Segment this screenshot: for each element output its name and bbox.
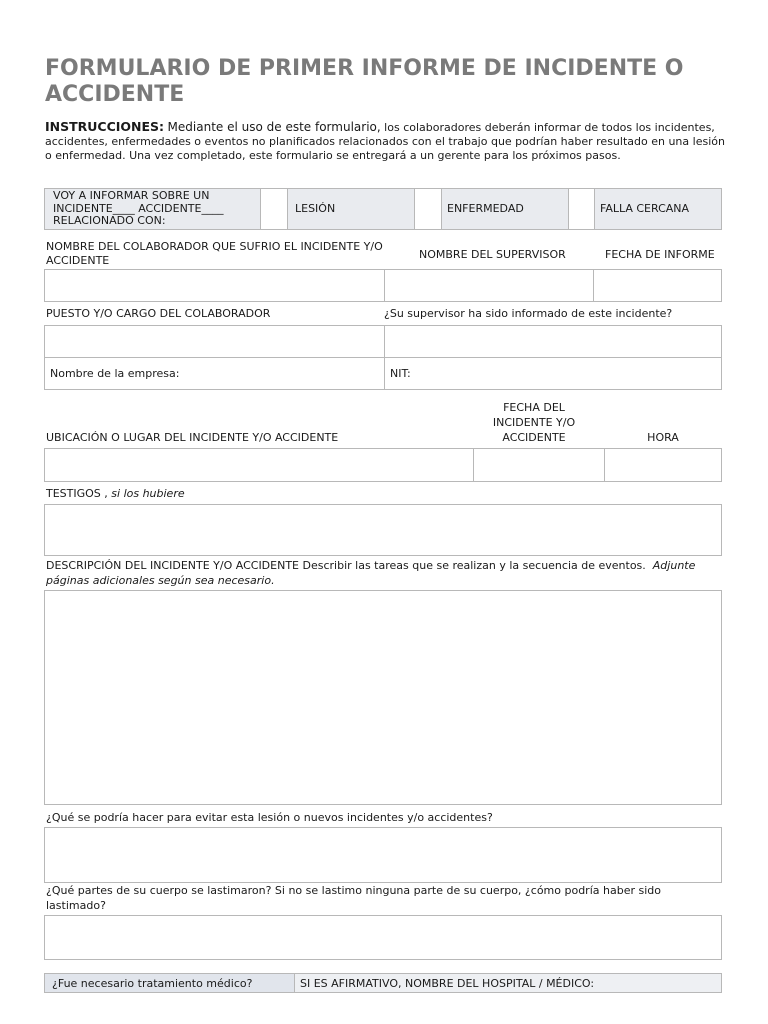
instructions [45,120,725,163]
prevention-label: ¿Qué se podría hacer para evitar esta lesión o nuevos incidentes y/o accidentes? [46,811,493,824]
report-date-label: FECHA DE INFORME [605,248,715,261]
company-name-label: Nombre de la empresa: [50,367,180,380]
medical-treatment-label[interactable] [45,974,295,992]
instructions-lead: INSTRUCCIONES: [45,119,165,134]
company-name-field[interactable] [44,357,385,390]
witnesses-label-text: TESTIGOS , [46,487,108,500]
hospital-field[interactable] [295,974,721,992]
employee-name-label: NOMBRE DEL COLABORADOR QUE SUFRIO EL INCIDENTE Y/O ACCIDENTE [46,240,383,267]
incident-date-label: FECHA DEL INCIDENTE Y/O ACCIDENTE [492,401,576,444]
witnesses-label [46,487,185,501]
description-field[interactable] [44,590,722,805]
injury-checkbox[interactable] [261,189,288,229]
position-field[interactable] [44,325,385,358]
witnesses-note: si los hubiere [111,487,185,500]
supervisor-informed-label: ¿Su supervisor ha sido informado de este incidente? [384,307,673,320]
hospital-label: SI ES AFIRMATIVO, NOMBRE DEL HOSPITAL / MÉDICO: [300,976,595,990]
location-field[interactable] [44,448,474,482]
position-label: PUESTO Y/O CARGO DEL COLABORADOR [46,307,271,320]
illness-option-label: ENFERMEDAD [442,189,569,229]
description-note: Adjunte páginas adicionales según sea necesario. [46,559,696,587]
report-date-field[interactable] [593,269,722,302]
supervisor-informed-field[interactable] [384,325,722,358]
nit-label: NIT: [390,367,411,380]
employee-name-field[interactable] [44,269,385,302]
near-miss-checkbox[interactable] [569,189,595,229]
injury-option-label: LESIÓN [288,189,415,229]
near-miss-option-label: FALLA CERCANA [595,189,721,229]
instructions-text: los colaboradores deberán informar de todos los incidentes, accidentes, enfermedades o eventos no planificados relacionados con el trabajo que podrían haber resultado en una lesión o enfermedad. Una vez completado, este formulario se entregará a un gerente para los próximos pasos. [45,121,725,162]
supervisor-name-field[interactable] [384,269,594,302]
body-parts-field[interactable] [44,915,722,960]
medical-treatment-text: ¿Fue necesario tratamiento médico? [52,976,253,990]
description-label [46,559,722,588]
incident-date-field[interactable] [473,448,605,482]
prevention-field[interactable] [44,827,722,883]
time-field[interactable] [604,448,722,482]
report-type-label: VOY A INFORMAR SOBRE UN INCIDENTE____ ACCIDENTE____ RELACIONADO CON: [45,189,261,229]
nit-field[interactable] [384,357,722,390]
description-label-text: DESCRIPCIÓN DEL INCIDENTE Y/O ACCIDENTE Describir las tareas que se realizan y la secuencia de eventos. [46,559,646,572]
time-label: HORA [647,431,679,444]
body-parts-label: ¿Qué partes de su cuerpo se lastimaron? Si no se lastimo ninguna parte de su cuerpo, ¿cómo podría haber sido lastimado? [46,884,661,912]
supervisor-name-label: NOMBRE DEL SUPERVISOR [419,248,566,261]
medical-row [44,973,722,993]
illness-checkbox[interactable] [415,189,442,229]
witnesses-field[interactable] [44,504,722,556]
report-type-row [44,188,722,230]
form-title: FORMULARIO DE PRIMER INFORME DE INCIDENTE O ACCIDENTE [45,56,684,107]
location-label: UBICACIÓN O LUGAR DEL INCIDENTE Y/O ACCIDENTE [46,431,339,444]
instructions-first: Mediante el uso de este formulario, [167,120,381,134]
